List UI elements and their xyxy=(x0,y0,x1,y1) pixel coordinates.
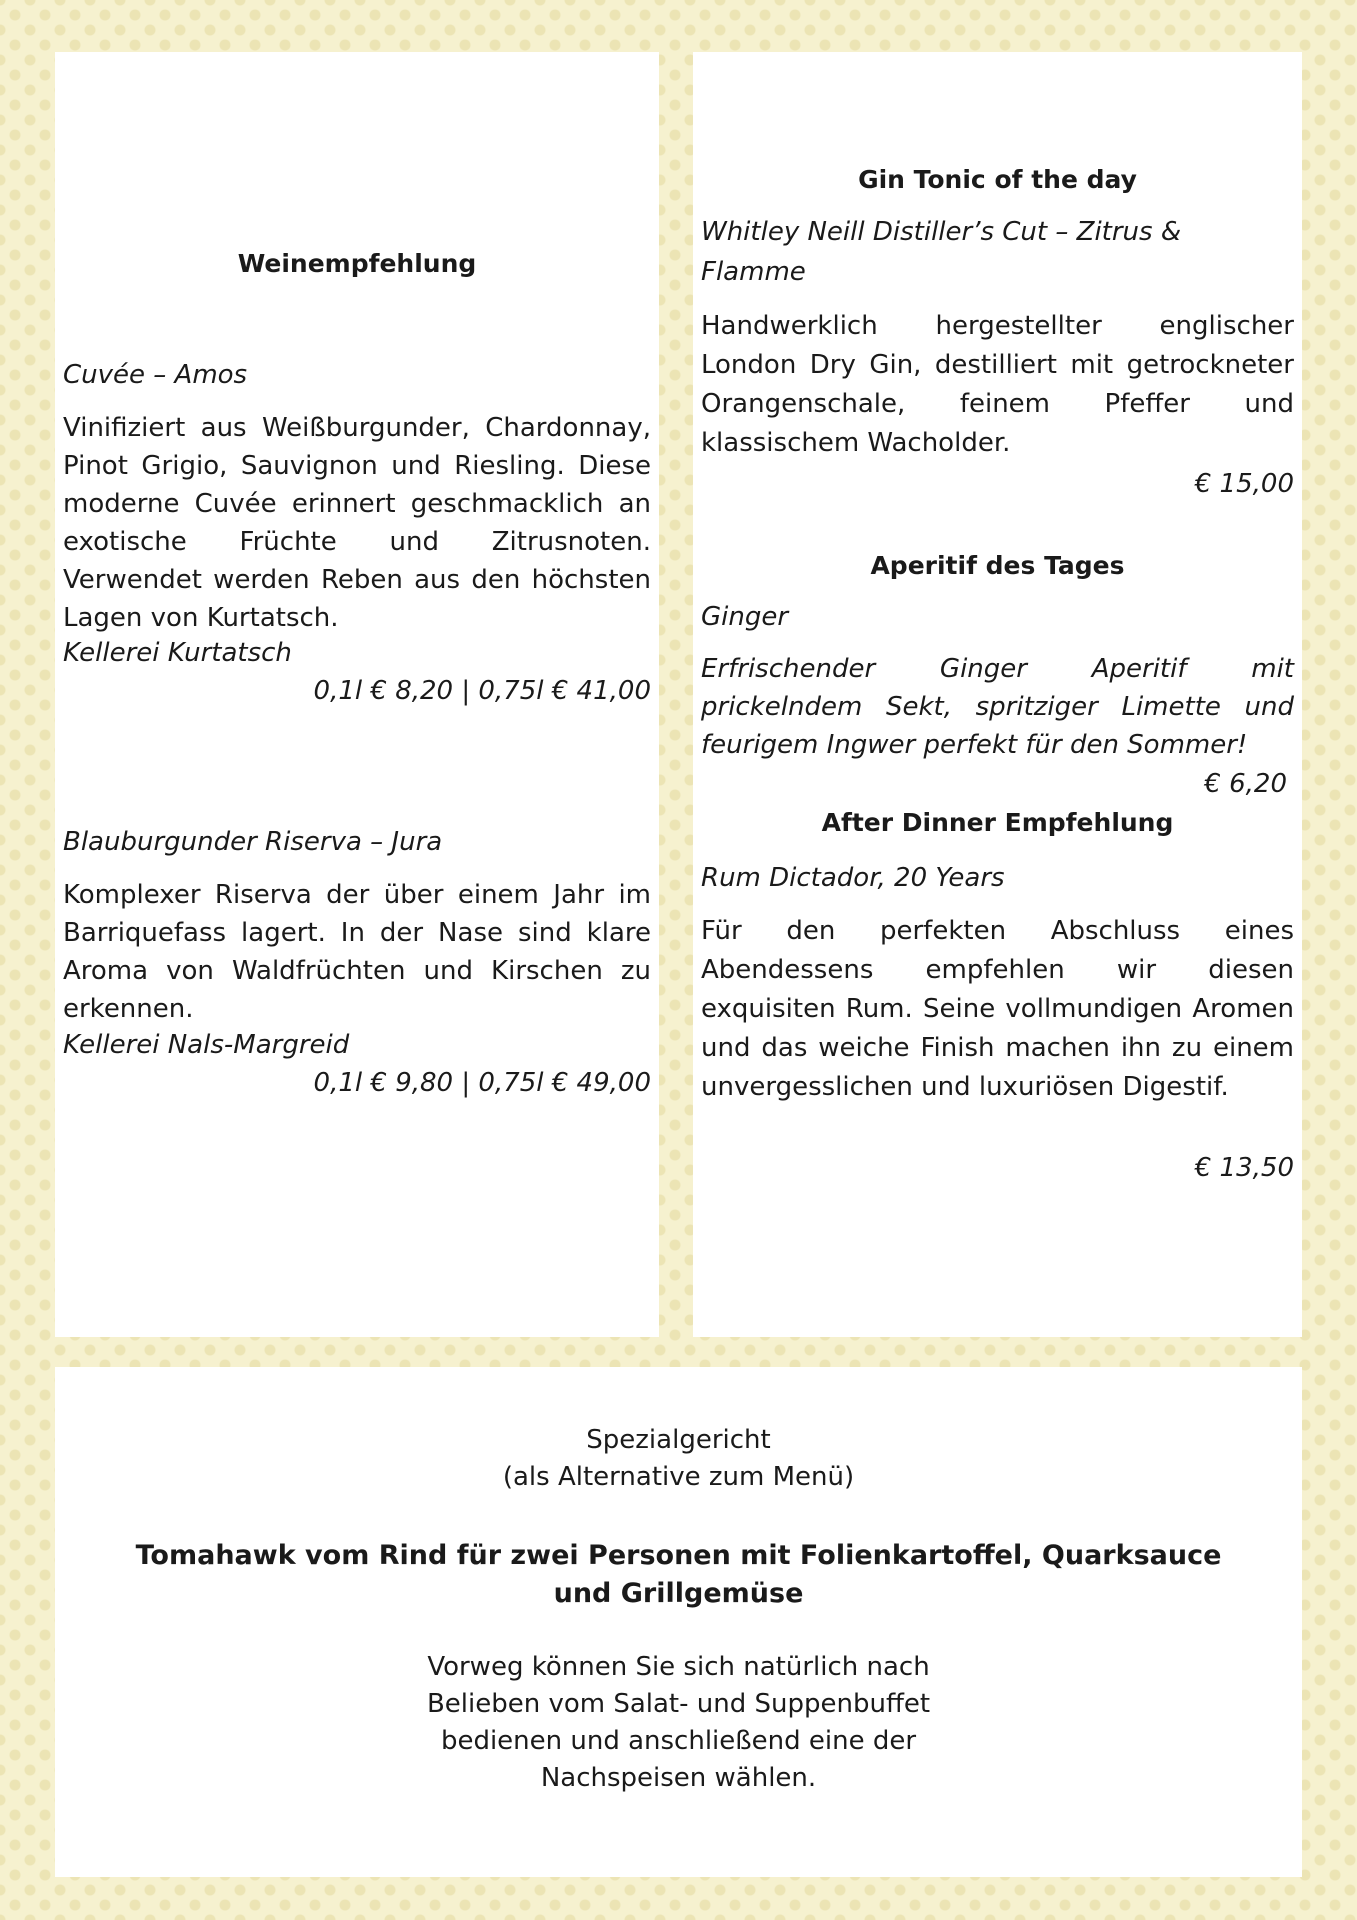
gin-heading: Gin Tonic of the day xyxy=(858,165,1137,194)
wine2-price: 0,1l € 9,80 | 0,75l € 49,00 xyxy=(313,1068,651,1098)
special-note-line3: bedienen und anschließend eine der xyxy=(440,1726,917,1756)
special-note-line2: Belieben vom Salat- und Suppenbuffet xyxy=(426,1689,931,1719)
after-dinner-heading: After Dinner Empfehlung xyxy=(821,808,1174,837)
aperitif-name: Ginger xyxy=(701,602,789,632)
wine2-name: Blauburgunder Riserva – Jura xyxy=(63,827,443,857)
aperitif-heading: Aperitif des Tages xyxy=(870,551,1125,580)
after-dinner-description: Für den perfekten Abschluss eines Abendessens empfehlen wir diesen exquisiten Rum. Seine vollmundigen Aromen und das weiche Finish machen ihn zu einem unvergesslichen und luxuriösen Digestif. xyxy=(701,916,1294,1102)
wine1-winery: Kellerei Kurtatsch xyxy=(63,638,292,668)
special-dish: Tomahawk vom Rind für zwei Personen mit Folienkartoffel, Quarksauce und Grillgemüse xyxy=(135,1540,1222,1609)
gin-name: Whitley Neill Distiller’s Cut – Zitrus & Flamme xyxy=(701,217,1182,287)
special-dish-panel xyxy=(55,1367,1302,1877)
aperitif-description: Erfrischender Ginger Aperitif mit prickelndem Sekt, spritziger Limette und feurigem Ingwer perfekt für den Sommer! xyxy=(701,654,1294,760)
aperitif-price: € 6,20 xyxy=(1204,769,1287,799)
special-note-line1: Vorweg können Sie sich natürlich nach xyxy=(427,1652,930,1682)
after-dinner-price: € 13,50 xyxy=(1194,1153,1294,1183)
wine2-description: Komplexer Riserva der über einem Jahr im Barriquefass lagert. In der Nase sind klare Aroma von Waldfrüchten und Kirschen zu erkennen. xyxy=(63,880,651,1024)
special-sublabel: (als Alternative zum Menü) xyxy=(502,1462,855,1492)
after-dinner-name: Rum Dictador, 20 Years xyxy=(701,863,1005,893)
wine1-name: Cuvée – Amos xyxy=(63,360,248,390)
wine-heading: Weinempfehlung xyxy=(237,249,477,278)
gin-description: Handwerklich hergestellter englischer London Dry Gin, destilliert mit getrockneter Orangenschale, feinem Pfeffer und klassischem Wacholder. xyxy=(701,311,1294,458)
wine-panel xyxy=(55,52,659,1337)
wine1-description: Vinifiziert aus Weißburgunder, Chardonnay, Pinot Grigio, Sauvignon und Riesling. Diese moderne Cuvée erinnert geschmacklich an exotische Früchte und Zitrusnoten. Verwendet werden Reben aus den höchsten Lagen von Kurtatsch. xyxy=(63,413,651,633)
special-note-line4: Nachspeisen wählen. xyxy=(540,1763,817,1793)
wine1-price: 0,1l € 8,20 | 0,75l € 41,00 xyxy=(313,676,651,706)
drinks-panel xyxy=(693,52,1302,1337)
wine2-winery: Kellerei Nals-Margreid xyxy=(63,1030,350,1060)
special-label: Spezialgericht xyxy=(586,1425,771,1455)
gin-price: € 15,00 xyxy=(1194,469,1294,499)
